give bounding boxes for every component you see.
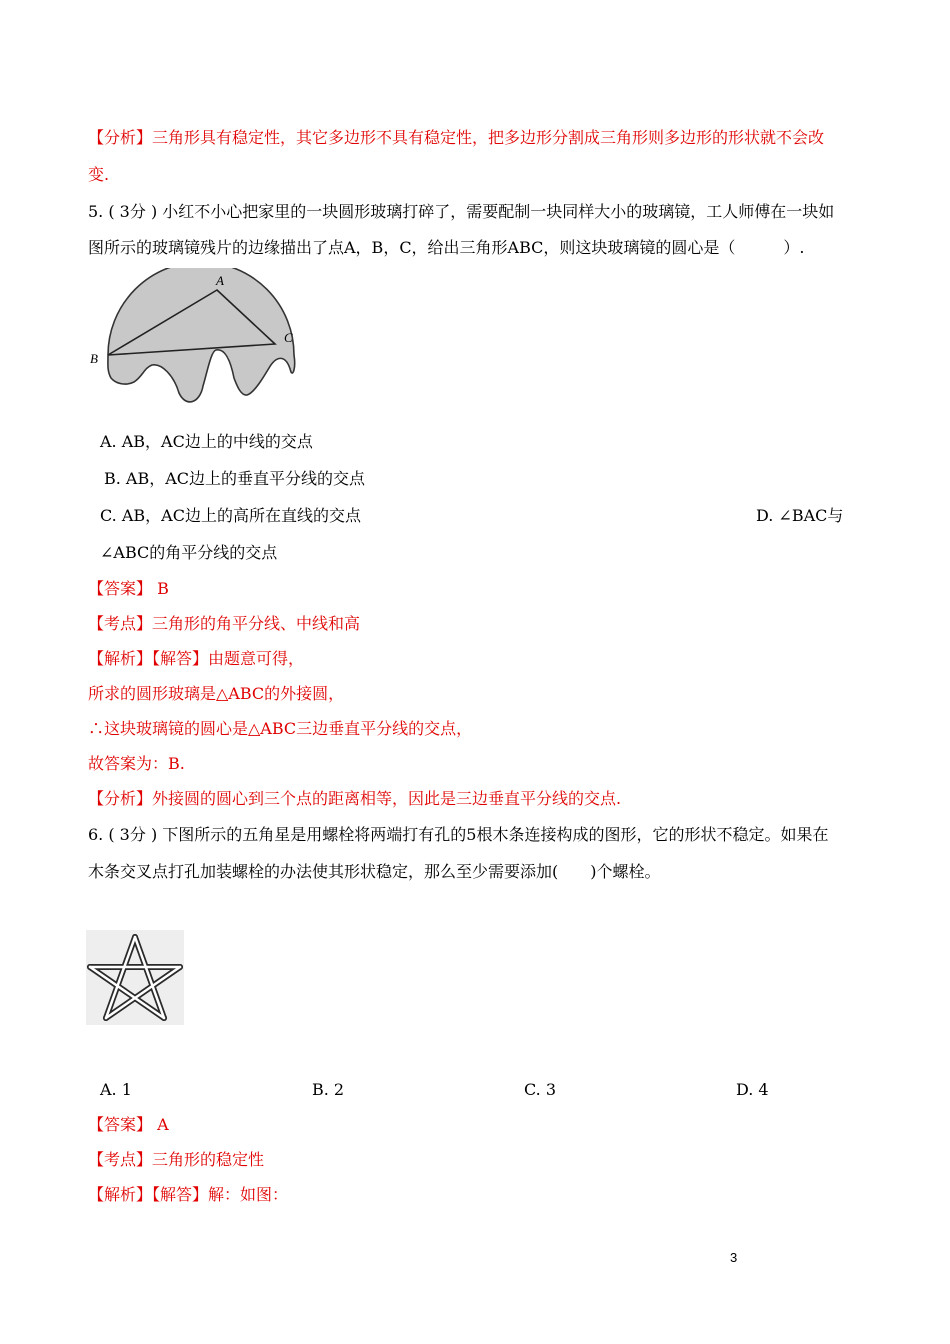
prev-analysis-line1: 【分析】三角形具有稳定性，其它多边形不具有稳定性，把多边形分割成三角形则多边形的形状就不会改 — [88, 128, 825, 147]
prev-analysis-line2: 变. — [88, 165, 110, 184]
q6-jiexi: 【解析】【解答】解：如图： — [88, 1185, 289, 1204]
q5-jiexi-line2: 所求的圆形玻璃是△ABC的外接圆， — [88, 684, 345, 703]
q5-option-d-continued: ∠ABC的角平分线的交点 — [100, 543, 278, 562]
q5-fenxi: 【分析】外接圆的圆心到三个点的距离相等，因此是三边垂直平分线的交点. — [88, 789, 622, 808]
q5-option-b: B. AB，AC边上的垂直平分线的交点 — [104, 469, 366, 488]
q6-option-b: B. 2 — [312, 1080, 345, 1099]
page-number: 3 — [730, 1250, 738, 1265]
q6-option-d: D. 4 — [736, 1080, 769, 1099]
q5-broken-glass-figure — [86, 268, 306, 413]
q6-option-c: C. 3 — [524, 1080, 557, 1099]
q6-answer: 【答案】 A — [88, 1115, 169, 1134]
label-a: A — [216, 273, 224, 288]
q5-jiexi-line1: 【解析】【解答】由题意可得， — [88, 649, 305, 668]
q6-option-a: A. 1 — [100, 1080, 132, 1099]
q6-pentagram-figure — [86, 930, 184, 1025]
glass-shard-shape — [108, 268, 295, 402]
q5-jiexi-line4: 故答案为：B. — [88, 754, 185, 773]
q5-stem-line2: 图所示的玻璃镜残片的边缘描出了点A，B，C，给出三角形ABC，则这块玻璃镜的圆心是（ ）. — [88, 238, 805, 257]
q5-option-a: A. AB，AC边上的中线的交点 — [100, 432, 313, 451]
q6-kaodian: 【考点】三角形的稳定性 — [88, 1150, 265, 1169]
q5-option-c: C. AB，AC边上的高所在直线的交点 — [100, 506, 361, 525]
q6-stem-line2: 木条交叉点打孔加装螺栓的办法使其形状稳定，那么至少需要添加( )个螺栓。 — [88, 862, 661, 881]
q5-jiexi-line3: ∴这块玻璃镜的圆心是△ABC三边垂直平分线的交点， — [88, 719, 473, 738]
q5-stem-line1: 5. ( 3分 ) 小红不小心把家里的一块圆形玻璃打碎了，需要配制一块同样大小的玻璃镜，工人师傅在一块如 — [88, 202, 835, 221]
label-c: C — [284, 330, 293, 345]
q6-stem-line1: 6. ( 3分 ) 下图所示的五角星是用螺栓将两端打有孔的5根木条连接构成的图形，它的形状不稳定。如果在 — [88, 825, 829, 844]
q5-answer: 【答案】 B — [88, 579, 169, 598]
q5-option-d: D. ∠BAC与 — [756, 506, 844, 525]
label-b: B — [90, 351, 98, 366]
q5-kaodian: 【考点】三角形的角平分线、中线和高 — [88, 614, 361, 633]
